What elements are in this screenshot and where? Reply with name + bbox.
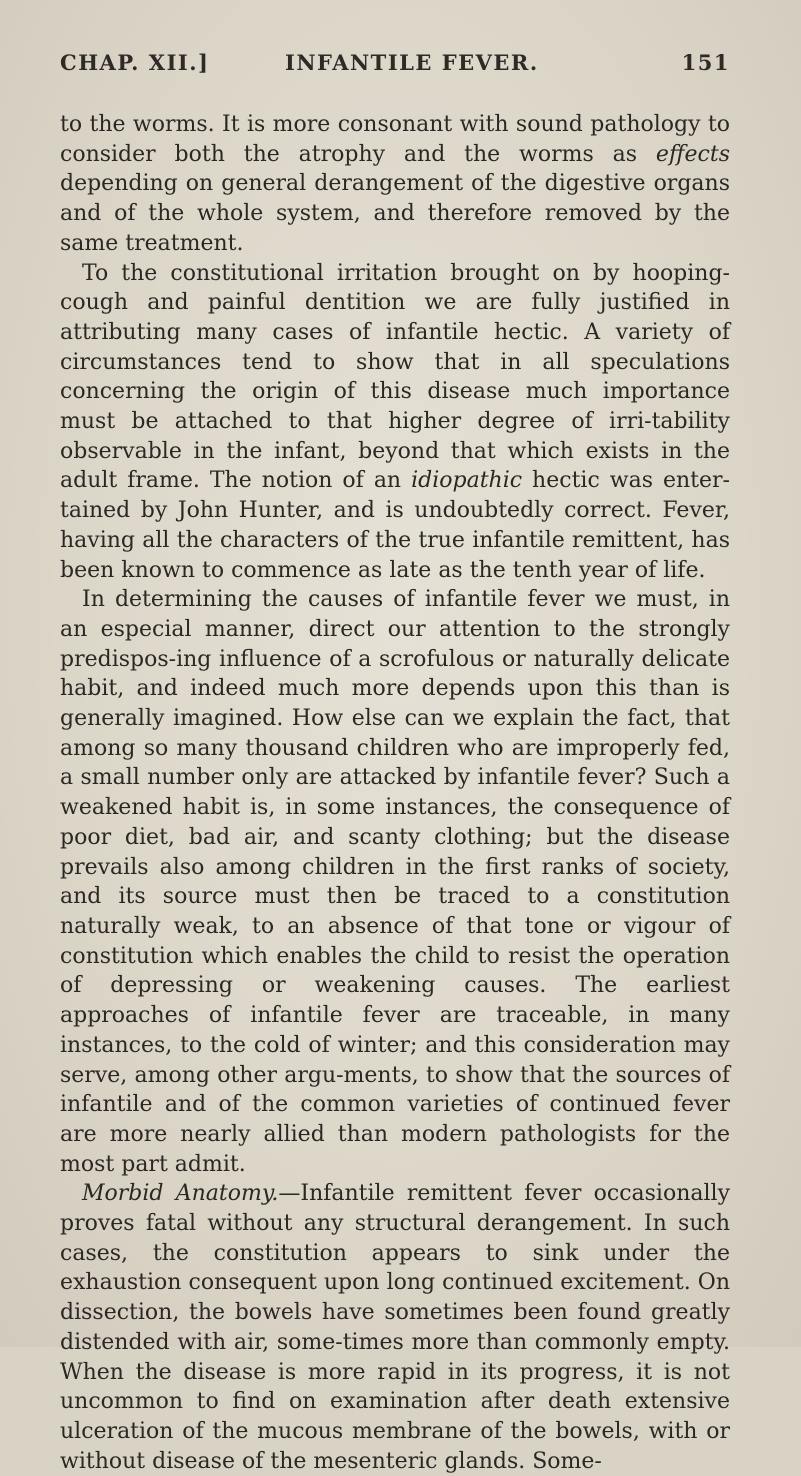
paragraph-constitutional-irritation [60, 259, 730, 586]
body-text [60, 110, 730, 1476]
italic-term: idiopathic [411, 468, 523, 494]
paragraph-morbid-anatomy [60, 1179, 730, 1476]
running-title: INFANTILE FEVER. [285, 50, 539, 75]
paragraph-worms-conclusion [60, 110, 730, 259]
text-run: To the constitutional irritation brought on by hooping-cough and painful dentition we are fully justified in attributing many cases of infantile hectic. A variety of circumstances tend to show that in all speculations concerning the origin of this disease much importance must be attached to that higher degree of irri-tability observable in the infant, beyond that which exists in the adult frame. The notion of an [60, 260, 730, 494]
text-run: depending on general derangement of the digestive organs and of the whole system, and therefore removed by the same treatment. [60, 171, 730, 256]
paragraph-causes [60, 585, 730, 1179]
running-header [60, 50, 730, 82]
text-run: In determining the causes of infantile fever we must, in an especial manner, direct our attention to the strongly predispos-ing influence of a scrofulous or naturally delicate habit, and indeed much more depends upon this than is generally imagined. How else can we explain the fact, that among so many thousand children who are improperly fed, a small number only are attacked by infantile fever? Such a weakened habit is, in some instances, the consequence of poor diet, bad air, and scanty clothing; but the disease prevails also among children in the first ranks of society, and its source must then be traced to a constitution naturally weak, to an absence of that tone or vigour of constitution which enables the child to resist the operation of depressing or weakening causes. The earliest approaches of infantile fever are traceable, in many instances, to the cold of winter; and this consideration may serve, among other argu-ments, to show that the sources of infantile and of the common varieties of continued fever are more nearly allied than modern pathologists for the most part admit. [60, 587, 730, 1177]
text-run: to the worms. It is more consonant with sound pathology to consider both the atrophy and the worms as [60, 112, 730, 167]
italic-term: effects [655, 141, 730, 167]
section-heading-italic: Morbid Anatomy. [82, 1181, 279, 1207]
text-run: hectic was enter-tained by John Hunter, and is undoubtedly correct. Fever, having all the characters of the true infantile remittent, has been known to commence as late as the tenth year of life. [60, 468, 730, 583]
chapter-label: CHAP. XII.] [60, 50, 210, 75]
text-run: —Infantile remittent fever occasionally proves fatal without any structural derangement. In such cases, the constitution appears to sink under the exhaustion consequent upon long continued excitement. On dissection, the bowels have sometimes been found greatly distended with air, some-times more than commonly empty. When the disease is more rapid in its progress, it is not uncommon to find on examination after death extensive ulceration of the mucous membrane of the bowels, with or without disease of the mesenteric glands. Some- [60, 1181, 730, 1474]
page-number: 151 [681, 50, 730, 75]
